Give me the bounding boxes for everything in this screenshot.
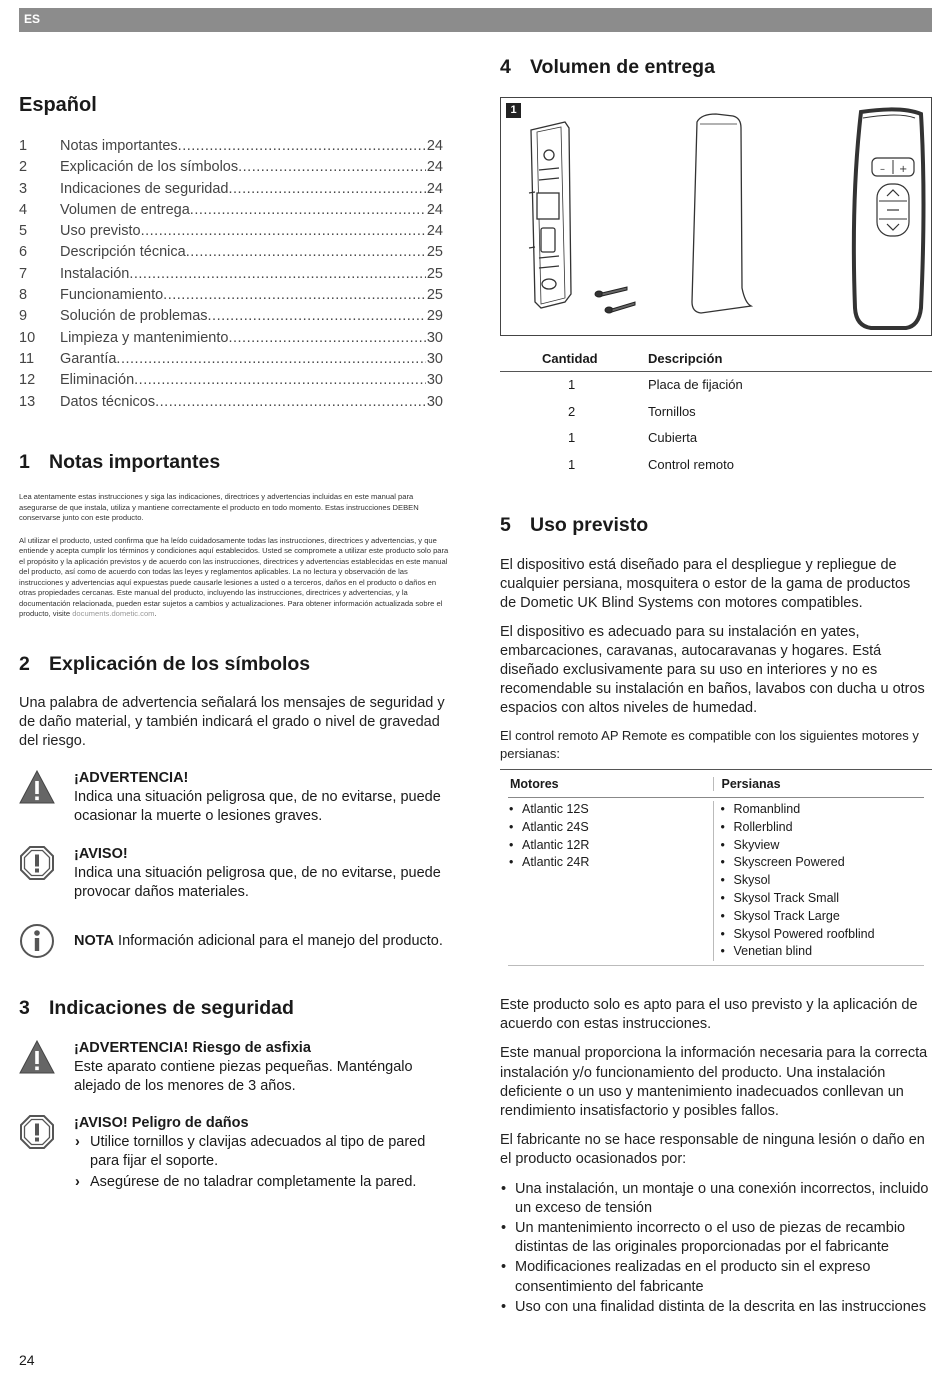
- section-number: 3: [19, 997, 30, 1019]
- screws-drawing: [595, 287, 635, 313]
- warning-text: Indica una situación peligrosa que, de no evitarse, puede ocasionar la muerte o lesiones graves.: [74, 789, 441, 824]
- liability-cause-item: • Un mantenimiento incorrecto o el uso de piezas de recambio distintas de las originales proporcionadas por el fabricante: [500, 1219, 932, 1257]
- toc-leader-dots: [116, 351, 425, 367]
- toc-entry-page: 24: [426, 223, 443, 240]
- toc-entry-page: 25: [426, 244, 443, 261]
- section-number: 2: [19, 653, 30, 675]
- toc-entry-number: 8: [19, 287, 28, 304]
- motor-item: • Atlantic 12R: [508, 837, 713, 855]
- toc-entry[interactable]: [19, 223, 443, 244]
- liability-cause-item: • Modificaciones realizadas en el producto sin el expreso consentimiento del fabricante: [500, 1258, 932, 1296]
- quantity-cell: 1: [568, 456, 576, 472]
- documents-link[interactable]: documents.dometic.com: [72, 609, 155, 618]
- delivery-table-row: [500, 451, 932, 478]
- notice-text: Indica una situación peligrosa que, de no evitarse, puede provocar daños materiales.: [74, 865, 441, 900]
- notice-octagon-icon: [19, 1114, 55, 1150]
- toc-leader-dots: [186, 244, 426, 260]
- svg-text:–: –: [880, 164, 885, 175]
- notes-paragraph-2-text: Al utilizar el producto, usted confirma que ha leído cuidadosamente todas las instrucciones, directrices y advertencias, y que entiende y acepta cumplir los términos y condiciones aquí establecidos. Usted se compromete a utilizar este producto solo para el propósito y la aplicación previstos y de acuerdo con las instrucciones, directrices y advertencias establecidas en este manual del producto, así como de acuerdo con todas las leyes y reglamentos aplicables. La no lectura y observación de las instrucciones y advertencias aquí expuestas puede causarle lesiones a usted o a terceros, daños en el producto o daños en otras propiedades cercanas. Este manual del producto, incluyendo las instrucciones, directrices y advertencias, y la documentación relacionada, pueden estar sujetos a cambios y actualizaciones. Para obtener información actualizada sobre el producto, visite: [19, 535, 449, 618]
- section-title: Indicaciones de seguridad: [49, 997, 294, 1019]
- figure-number: 1: [506, 103, 521, 118]
- toc-entry-number: 5: [19, 223, 28, 240]
- toc-entry[interactable]: [19, 159, 443, 180]
- toc-entry-title: Solución de problemas: [60, 308, 208, 325]
- toc-leader-dots: [141, 223, 426, 239]
- warning-triangle-icon: [19, 769, 55, 805]
- toc-entry[interactable]: [19, 351, 443, 372]
- asphyxia-warning-text: Este aparato contiene piezas pequeñas. Manténgalo alejado de los menores de 3 años.: [74, 1059, 413, 1094]
- liability-causes-list: [500, 1180, 932, 1317]
- notes-paragraph-2: [19, 536, 451, 620]
- toc-entry-number: 10: [19, 329, 36, 346]
- toc-entry[interactable]: [19, 372, 443, 393]
- delivery-table-header: [500, 347, 932, 371]
- blind-item: • Skyview: [720, 837, 925, 855]
- liability-cause-item: • Una instalación, un montaje o una conexión incorrectos, incluido un exceso de tensión: [500, 1180, 932, 1218]
- toc-entry-title: Notas importantes: [60, 138, 178, 154]
- delivery-items-illustration: [501, 98, 931, 335]
- warning-triangle-icon: [19, 1039, 55, 1075]
- toc-leader-dots: [208, 308, 426, 324]
- toc-leader-dots: [190, 202, 426, 218]
- delivery-table-row: [500, 398, 932, 425]
- notice-octagon-icon: [19, 845, 55, 881]
- compatibility-intro: El control remoto AP Remote es compatible con los siguientes motores y persianas:: [500, 727, 919, 761]
- mounting-plate-drawing: [529, 122, 571, 308]
- toc-entry-number: 2: [19, 159, 28, 176]
- toc-entry-number: 7: [19, 265, 28, 282]
- toc-entry-number: 9: [19, 308, 28, 325]
- page-number: 24: [19, 1352, 35, 1368]
- toc-leader-dots: [238, 159, 426, 175]
- toc-entry-page: 25: [426, 265, 443, 282]
- cover-drawing: [692, 114, 751, 313]
- toc-entry[interactable]: [19, 394, 443, 415]
- toc-entry[interactable]: [19, 330, 443, 351]
- toc-entry-title: Indicaciones de seguridad: [60, 180, 229, 197]
- motors-column-header: Motores: [508, 777, 714, 791]
- blind-item: • Rollerblind: [720, 819, 925, 837]
- toc-entry-page: 29: [426, 308, 443, 325]
- language-bar: [19, 8, 932, 32]
- section-1-heading: [19, 451, 220, 474]
- note-label: NOTA: [74, 933, 115, 949]
- svg-text:+: +: [899, 164, 908, 175]
- toc-entry-title: Garantía: [60, 350, 117, 367]
- period: .: [154, 609, 157, 618]
- toc-entry-title: Eliminación: [60, 372, 135, 389]
- blind-item: • Skysol Track Small: [720, 890, 925, 908]
- blinds-column-header: Persianas: [721, 776, 781, 791]
- toc-entry-page: 25: [426, 287, 443, 304]
- toc-entry-title: Limpieza y mantenimiento: [60, 329, 229, 346]
- intended-use-paragraph: El dispositivo está diseñado para el despliegue y repliegue de cualquier persiana, mosquitera o estor de la gama de productos de Dometic UK Blind Systems con motores compatibles.: [500, 557, 911, 612]
- section-title: Uso previsto: [530, 514, 649, 536]
- toc-entry-page: 30: [426, 350, 443, 367]
- use-restriction-paragraph: Este producto solo es apto para el uso previsto y la aplicación de acuerdo con estas instrucciones.: [500, 997, 918, 1033]
- toc-entry-page: 24: [426, 180, 443, 197]
- description-cell: Placa de fijación: [648, 377, 743, 393]
- manufacturer-liability-paragraph: El fabricante no se hace responsable de ninguna lesión o daño en el producto ocasionados por:: [500, 1132, 925, 1168]
- liability-cause-item: • Uso con una finalidad distinta de la descrita en las instrucciones: [500, 1298, 932, 1317]
- toc-entry-title: Uso previsto: [60, 223, 141, 240]
- damage-notice-item: › Asegúrese de no taladrar completamente la pared.: [74, 1173, 454, 1192]
- quantity-cell: 2: [568, 403, 576, 419]
- remote-control-drawing: [854, 109, 924, 328]
- intended-use-text: [500, 556, 930, 763]
- quantity-column-header: Cantidad: [500, 347, 648, 371]
- toc-leader-dots: [134, 372, 426, 388]
- blind-item: • Skyscreen Powered: [720, 854, 925, 872]
- toc-entry-title: Descripción técnica: [60, 244, 186, 261]
- toc-entry[interactable]: [19, 138, 443, 159]
- delivery-table: [500, 347, 932, 478]
- delivery-scope-figure: [500, 97, 932, 336]
- delivery-table-row: [500, 424, 932, 451]
- toc-leader-dots: [228, 330, 425, 346]
- quantity-cell: 1: [568, 430, 576, 446]
- toc-entry-page: 30: [426, 372, 443, 389]
- compatibility-table: [500, 769, 932, 966]
- section-title: Volumen de entrega: [530, 56, 715, 78]
- blind-item: • Romanblind: [720, 801, 925, 819]
- section-2-heading: [19, 653, 310, 676]
- toc-entry[interactable]: [19, 181, 443, 202]
- toc-entry-number: 12: [19, 372, 36, 389]
- description-column-header: Descripción: [648, 347, 932, 371]
- toc-entry[interactable]: [19, 308, 443, 329]
- important-notes-text: [19, 492, 451, 620]
- section-number: 1: [19, 451, 30, 473]
- notes-paragraph-1: Lea atentamente estas instrucciones y siga las indicaciones, directrices y advertencias incluidas en este manual para asegurarse de que instala, utiliza y mantiene correctamente el producto en todo momento. Estas instrucciones DEBEN conservarse junto con este producto.: [19, 492, 419, 522]
- damage-notice-item: › Utilice tornillos y clavijas adecuados al tipo de pared para fijar el soporte.: [74, 1133, 454, 1171]
- info-icon: [19, 923, 55, 959]
- motor-item: • Atlantic 12S: [508, 801, 713, 819]
- section-title: Notas importantes: [49, 451, 221, 473]
- toc-entry[interactable]: [19, 266, 443, 287]
- blind-item: • Skysol: [720, 872, 925, 890]
- notice-label: ¡AVISO!: [74, 846, 128, 862]
- table-of-contents: [19, 138, 443, 415]
- toc-leader-dots: [155, 394, 426, 410]
- toc-leader-dots: [228, 181, 425, 197]
- toc-entry[interactable]: [19, 244, 443, 265]
- toc-entry-title: Explicación de los símbolos: [60, 159, 239, 176]
- blind-item: • Skysol Powered roofblind: [720, 926, 925, 944]
- language-title: Español: [19, 94, 97, 116]
- toc-leader-dots: [129, 266, 426, 282]
- toc-entry-number: 1: [19, 138, 28, 154]
- toc-entry-number: 4: [19, 201, 28, 218]
- blind-item: • Skysol Track Large: [720, 908, 925, 926]
- quantity-cell: 1: [568, 377, 576, 393]
- manual-info-paragraph: Este manual proporciona la información necesaria para la correcta instalación y/o funcionamiento del producto. Una instalación deficiente o un uso y mantenimiento inadecuados conllevan un rendimiento insatisfactorio y posibles fallos.: [500, 1045, 928, 1120]
- toc-entry[interactable]: [19, 287, 443, 308]
- section-number: 4: [500, 56, 511, 78]
- toc-entry-page: 24: [426, 159, 443, 176]
- toc-entry-page: 30: [426, 329, 443, 346]
- toc-leader-dots: [178, 138, 426, 154]
- toc-entry-title: Volumen de entrega: [60, 201, 190, 218]
- section-title: Explicación de los símbolos: [49, 653, 311, 675]
- liability-text: [500, 996, 932, 1318]
- damage-notice-label: ¡AVISO! Peligro de daños: [74, 1115, 249, 1131]
- toc-entry-title: Funcionamiento: [60, 287, 164, 304]
- toc-entry-number: 13: [19, 393, 36, 410]
- toc-entry[interactable]: [19, 202, 443, 223]
- intended-use-paragraph: El dispositivo es adecuado para su instalación en yates, embarcaciones, caravanas, autocaravanas y hogares. Está diseñado exclusivamente para su uso en interiores y no es recomendable su instalación en baños, lavabos con ducha u otros espacios con altos niveles de humedad.: [500, 623, 925, 717]
- toc-entry-page: 24: [426, 201, 443, 218]
- note-text: Información adicional para el manejo del producto.: [118, 933, 443, 949]
- language-code: ES: [24, 12, 41, 26]
- toc-entry-number: 11: [19, 350, 35, 367]
- section-number: 5: [500, 514, 511, 536]
- toc-entry-title: Instalación: [60, 265, 130, 282]
- section-3-heading: [19, 997, 294, 1020]
- description-cell: Tornillos: [648, 403, 696, 419]
- blind-item: • Venetian blind: [720, 943, 925, 961]
- motor-item: • Atlantic 24R: [508, 854, 713, 872]
- asphyxia-warning-label: ¡ADVERTENCIA! Riesgo de asfixia: [74, 1040, 311, 1056]
- motors-list: [508, 801, 714, 961]
- symbols-intro: Una palabra de advertencia señalará los mensajes de seguridad y de daño material, y también indicará el grado o nivel de gravedad del riesgo.: [19, 695, 445, 750]
- description-cell: Cubierta: [648, 430, 698, 446]
- warning-label: ¡ADVERTENCIA!: [74, 770, 189, 786]
- toc-entry-page: 24: [426, 138, 443, 154]
- delivery-table-row: [500, 371, 932, 398]
- toc-entry-title: Datos técnicos: [60, 393, 156, 410]
- toc-entry-number: 3: [19, 180, 28, 197]
- description-cell: Control remoto: [648, 456, 734, 472]
- toc-leader-dots: [163, 287, 426, 303]
- toc-entry-page: 30: [426, 393, 443, 410]
- toc-entry-number: 6: [19, 244, 28, 261]
- compatibility-table-header: [508, 770, 924, 798]
- section-4-heading: [500, 56, 715, 79]
- motor-item: • Atlantic 24S: [508, 819, 713, 837]
- section-5-heading: [500, 514, 648, 537]
- blinds-list: [714, 801, 925, 961]
